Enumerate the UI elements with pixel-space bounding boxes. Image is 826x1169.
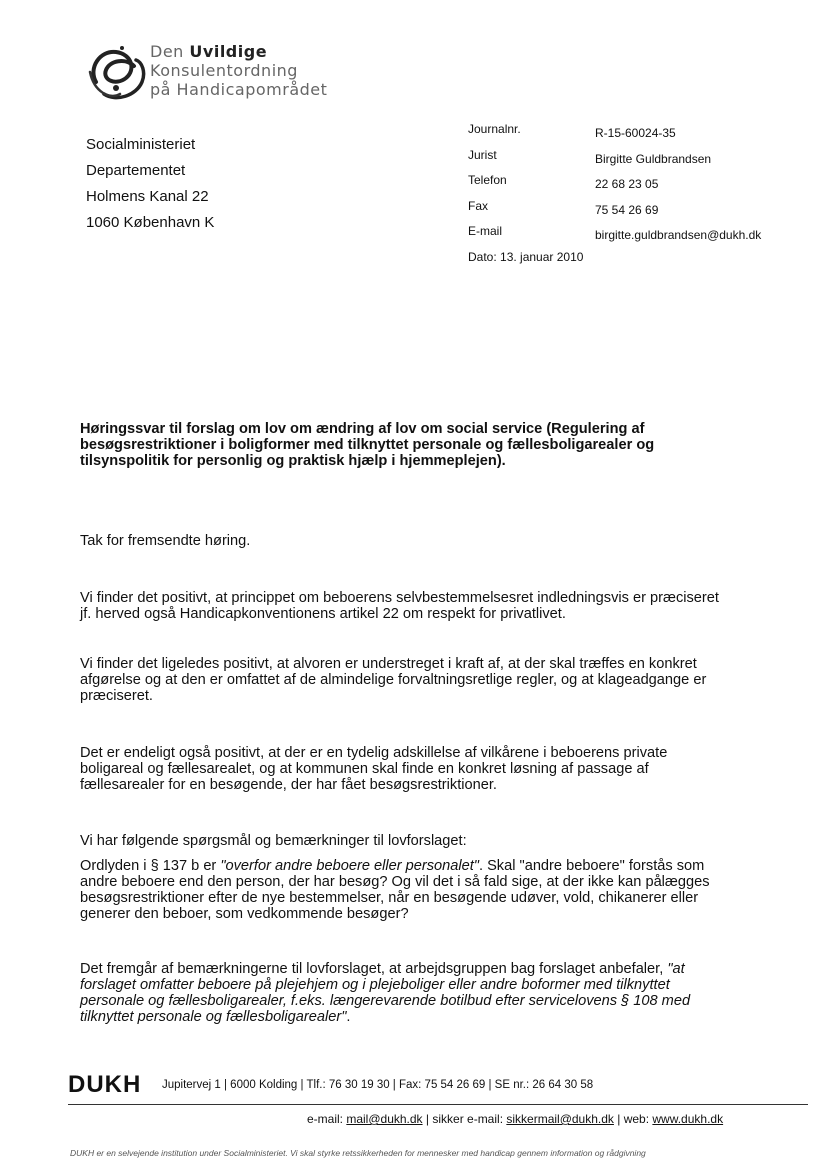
- para-text: Det fremgår af bemærkningerne til lovforslaget, at arbejdsgruppen bag forslaget anbefaler,: [80, 961, 668, 977]
- meta-label: Jurist: [468, 147, 497, 162]
- web-label: | web:: [613, 1112, 653, 1126]
- secure-email-link[interactable]: sikkermail@dukh.dk: [506, 1112, 614, 1126]
- recipient-line: Socialministeriet: [86, 136, 196, 153]
- meta-label: Telefon: [468, 173, 507, 187]
- footer-fine-print: DUKH er en selvejende institution under Socialministeriet. Vi skal styrke retssikkerheden for mennesker med handicap gennem information og rådgivning: [70, 1148, 646, 1158]
- para-line: boligareal og fællesarealet, og at kommunen skal finde en konkret løsning af passage af: [80, 761, 649, 777]
- para-line: [80, 1009, 770, 1025]
- recipient-line: Departementet: [86, 162, 186, 179]
- meta-value: R-15-60024-35: [595, 126, 676, 140]
- dukh-footer-logo: DUKH: [68, 1071, 142, 1098]
- logo-line2: Konsulentordning: [150, 61, 298, 80]
- paragraph-7: [80, 961, 770, 1025]
- footer-address: Jupitervej 1 | 6000 Kolding | Tlf.: 76 30 19 30 | Fax: 75 54 26 69 | SE nr.: 26 64 30 58: [162, 1079, 594, 1091]
- logo-line1-light: Den: [150, 42, 184, 61]
- footer-divider: [68, 1104, 808, 1105]
- para-line: Vi finder det positivt, at princippet om beboerens selvbestemmelsesret indledningsvis er præciseret: [80, 590, 719, 606]
- para-text: . Skal "andre beboere" forstås som: [478, 858, 705, 874]
- para-text: Ordlyden i § 137 b er: [80, 858, 221, 874]
- para-line: jf. herved også Handicapkonventionens artikel 22 om respekt for privatlivet.: [80, 606, 566, 622]
- recipient-line: Holmens Kanal 22: [86, 188, 209, 205]
- logo-line1-bold: Uvildige: [189, 42, 268, 61]
- dukh-swirl-logo-icon: [86, 42, 152, 108]
- paragraph-3: [80, 656, 770, 704]
- para-text: .: [346, 1009, 351, 1025]
- logo-line3: på Handicapområdet: [150, 80, 328, 99]
- meta-value: birgitte.guldbrandsen@dukh.dk: [595, 228, 762, 242]
- paragraph-4: [80, 745, 770, 793]
- meta-row-telefon: [468, 173, 659, 199]
- meta-row-journalnr: [468, 122, 676, 148]
- para-quote: tilknyttet personale og fællesboligarealer": [80, 1009, 347, 1025]
- para-quote: personale og fællesboligarealer, f.eks. længerevarende botilbud efter servicelovens § 108 med: [80, 993, 691, 1009]
- web-link[interactable]: www.dukh.dk: [652, 1112, 724, 1126]
- para-quote: "at: [667, 961, 685, 977]
- para-line: Vi finder det ligeledes positivt, at alvoren er understreget i kraft af, at der skal træffes en konkret: [80, 656, 697, 672]
- para-line: besøgsrestriktioner efter de nye bestemmelser, når en besøgende udøver, vold, chikanerer eller: [80, 890, 699, 906]
- para-line: [80, 858, 770, 874]
- para-quote: "overfor andre beboere eller personalet": [220, 858, 479, 874]
- meta-label: Fax: [468, 198, 489, 213]
- recipient-address: [86, 132, 214, 236]
- meta-row-email: [468, 224, 762, 250]
- paragraph-5: [80, 833, 770, 849]
- meta-label: Journalnr.: [468, 122, 521, 136]
- email-link[interactable]: mail@dukh.dk: [346, 1112, 423, 1126]
- paragraph-6: [80, 858, 770, 922]
- para-line: Tak for fremsendte høring.: [80, 533, 251, 549]
- secure-email-label: | sikker e-mail:: [422, 1112, 507, 1126]
- letter-date: Dato: 13. januar 2010: [468, 249, 584, 264]
- meta-value: 75 54 26 69: [595, 202, 659, 217]
- meta-row-fax: [468, 198, 659, 225]
- letter-title: [80, 421, 740, 469]
- meta-value: 22 68 23 05: [595, 177, 659, 191]
- para-line: [80, 961, 770, 977]
- para-line: Vi har følgende spørgsmål og bemærkninger til lovforslaget:: [80, 833, 467, 849]
- email-label: e-mail:: [307, 1112, 347, 1126]
- para-line: præciseret.: [80, 688, 153, 704]
- paragraph-2: [80, 590, 770, 622]
- para-line: generer den beboer, som vedkommende besøger?: [80, 906, 409, 922]
- para-line: fællesarealer for en besøgende, der har fået besøgsrestriktioner.: [80, 777, 497, 793]
- logo-wordmark: [150, 42, 327, 99]
- para-line: [80, 993, 770, 1009]
- title-line: tilsynspolitik for personlig og praktisk hjælp i hjemmeplejen).: [80, 453, 506, 469]
- title-line: Høringssvar til forslag om lov om ændring af lov om social service (Regulering af: [80, 421, 645, 437]
- para-line: afgørelse og at den er omfattet af de almindelige forvaltningsretlige regler, og at klageadgange er: [80, 672, 707, 688]
- footer-contact: [307, 1112, 723, 1126]
- para-quote: forslaget omfatter beboere på plejehjem og i plejeboliger eller andre boformer med tilknyttet: [80, 977, 670, 993]
- recipient-line: 1060 København K: [86, 214, 215, 231]
- para-line: [80, 977, 770, 993]
- meta-row-jurist: [468, 147, 712, 174]
- letter-meta: [468, 122, 762, 264]
- meta-label: E-mail: [468, 224, 503, 238]
- para-line: Det er endeligt også positivt, at der er en tydelig adskillelse af vilkårene i beboerens private: [80, 745, 668, 761]
- meta-value: Birgitte Guldbrandsen: [595, 151, 712, 166]
- para-line: andre beboere end den person, der har besøg? Og vil det i så fald sige, at der ikke kan pålægges: [80, 874, 710, 890]
- title-line: besøgsrestriktioner i boligformer med tilknyttet personale og fællesboligarealer og: [80, 437, 655, 453]
- paragraph-1: [80, 533, 770, 549]
